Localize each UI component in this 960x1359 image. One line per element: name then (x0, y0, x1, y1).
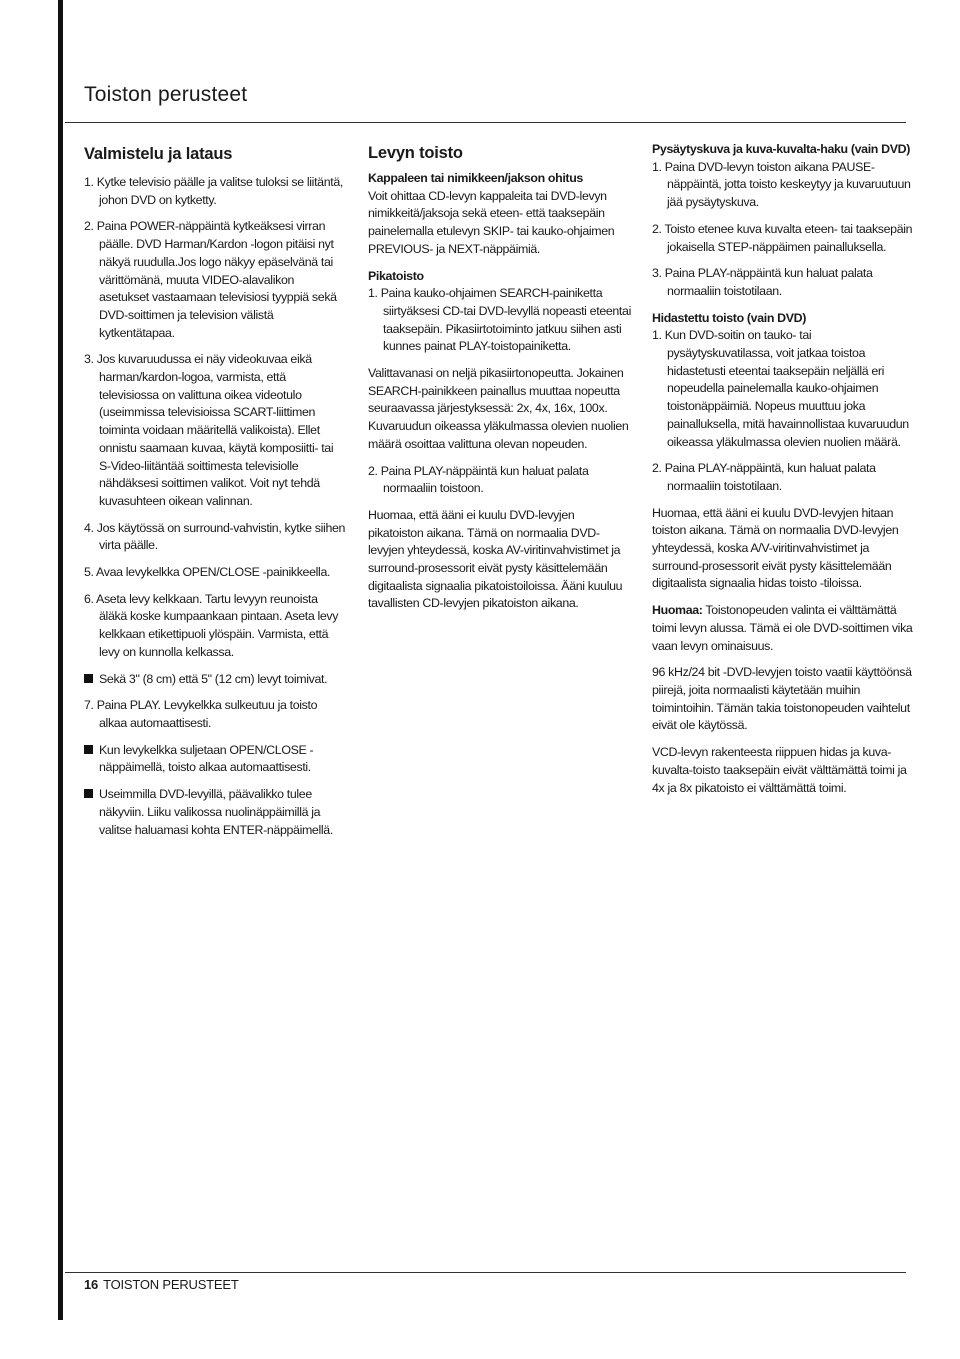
note-paragraph (652, 602, 914, 655)
step-1: 1. Kytke televisio päälle ja valitse tuloksi se liitäntä, johon DVD on kytketty. (84, 175, 343, 207)
column-preparation (84, 140, 346, 848)
step-5: 5. Avaa levykelkka OPEN/CLOSE -painikkeella. (84, 565, 331, 580)
paragraph: 96 kHz/24 bit -DVD-levyjen toisto vaatii käyttöönsä piirejä, joita normaalisti käytetään muihin toimintoihin. Tämän takia toistonopeuden vaihtelut eivät ole käytössä. (652, 665, 912, 733)
note-text: Kun levykelkka suljetaan OPEN/CLOSE -näppäimellä, toisto alkaa automaattisesti. (99, 742, 314, 775)
step-3: 3. Jos kuvaruudussa ei näy videokuvaa eikä harman/kardon-logoa, varmista, että televisiossa on valittuna oikea videotulo (useimmissa televisioissa SCART-liittimen toiminta voidaan määritellä valikoista). Ellet onnistu saamaan kuvaa, käytä komposiitti- tai S-Video-liitäntää soittimesta televisiolle nähdäksesi soittimen valikot. Voit nyt tehdä kuvasuhteen oikean valinnan. (84, 352, 334, 508)
step-2: 2. Toisto etenee kuva kuvalta eteen- tai taaksepäin jokaisella STEP-näppäimen painalluksella. (652, 221, 913, 254)
step-1: 1. Paina DVD-levyn toiston aikana PAUSE-näppäintä, jotta toisto keskeytyy ja kuvaruutuun jää pysäytyskuva. (652, 159, 911, 210)
page-number: 16 (84, 1277, 99, 1292)
step-7: 7. Paina PLAY. Levykelkka sulkeutuu ja toisto alkaa automaattisesti. (84, 698, 318, 730)
subheading-skip: Kappaleen tai nimikkeen/jakson ohitus (368, 171, 583, 185)
column-still-slow (652, 140, 914, 806)
paragraph: VCD-levyn rakenteesta riippuen hidas ja kuva- kuvalta-toisto taaksepäin eivät välttämättä toimi ja 4x ja 8x pikatoisto ei välttämättä toimi. (652, 745, 907, 795)
subheading-search: Pikatoisto (368, 268, 424, 283)
step-4: 4. Jos käytössä on surround-vahvistin, kytke siihen virta päälle. (84, 520, 346, 553)
note-text: Toistonopeuden valinta ei välttämättä toimi levyn alussa. Tämä ei ole DVD-soittimen vika vaan levyn ominaisuus. (652, 603, 913, 653)
header-rule (65, 122, 906, 123)
column-disc-playback (368, 140, 632, 622)
page-title: Toiston perusteet (84, 83, 248, 106)
paragraph: Huomaa, että ääni ei kuulu DVD-levyjen pikatoiston aikana. Tämä on normaalia DVD-levyjen yhteydessä, koska AV-viritinvahvistimet ja surround-prosessorit eivät pysty käsittelemään digitaalista signaalia pikatoistoiloissa. Ääni kuuluu tavallisten CD-levyjen pikatoiston aikana. (368, 507, 623, 611)
paragraph: Valittavanasi on neljä pikasiirtonopeutta. Jokainen SEARCH-painikkeen painallus muuttaa nopeutta seuraavassa järjestyksessä: 2x, 4x, 16x, 100x. Kuvaruudun oikeassa yläkulmassa olevien nuolien määrä osoittaa valittuna olevan nopeuden. (368, 366, 629, 451)
note-main-menu (84, 786, 346, 839)
note-disc-size (84, 671, 346, 689)
footer-rule (65, 1272, 906, 1273)
step-3: 3. Paina PLAY-näppäintä kun haluat palata normaaliin toistotilaan. (652, 266, 873, 298)
step-2: 2. Paina PLAY-näppäintä kun haluat palata normaaliin toistoon. (368, 463, 589, 496)
note-label: Huomaa: (652, 603, 703, 618)
subheading-still-frame: Pysäytyskuva ja kuva-kuvalta-haku (vain DVD) (652, 142, 911, 156)
paragraph: Voit ohittaa CD-levyn kappaleita tai DVD-levyn nimikkeitä/jaksoja sekä eteen- että taaksepäin painelemalla etulevyn SKIP- tai kauko-ohjaimen PREVIOUS- ja NEXT-näppäimiä. (368, 188, 615, 256)
square-bullet-icon (84, 674, 93, 683)
note-text: Sekä 3" (8 cm) että 5" (12 cm) levyt toimivat. (99, 671, 328, 686)
page-footer (84, 1277, 239, 1292)
step-1: 1. Paina kauko-ohjaimen SEARCH-painiketta siirtyäksesi CD-tai DVD-levyllä nopeasti eteentai taaksepäin. Pikasiirtotoiminto jatkuu siihen asti kunnes painat PLAY-toistopainiketta. (368, 286, 631, 354)
paragraph: Huomaa, että ääni ei kuulu DVD-levyjen hitaan toiston aikana. Tämä on normaalia DVD-levyjen yhteydessä, koska A/V-viritinvahvistimet ja surround-prosessorit eivät pysty käsittelemään digitaalista signaalia hidas toisto -tiloissa. (652, 505, 899, 591)
subheading-slow-motion: Hidastettu toisto (vain DVD) (652, 310, 807, 325)
section-heading: Valmistelu ja lataus (84, 145, 233, 163)
step-1: 1. Kun DVD-soitin on tauko- tai pysäytyskuvatilassa, voit jatkaa toistoa hidastetusti eteentai taaksepäin neljällä eri nopeudella painelemalla kauko-ohjaimen toistonäppäimiä. Nopeus muuttuu joka painalluksella, mitä havainnollistaa kuvaruudun oikeassa yläkulmassa olevien nuolien määrä. (652, 328, 909, 449)
step-2: 2. Paina PLAY-näppäintä, kun haluat palata normaaliin toistotilaan. (652, 461, 876, 493)
square-bullet-icon (84, 789, 93, 798)
margin-bar (58, 0, 63, 1320)
section-heading: Levyn toisto (368, 144, 463, 162)
footer-section: TOISTON PERUSTEET (103, 1277, 239, 1292)
step-6: 6. Aseta levy kelkkaan. Tartu levyyn reunoista äläkä koske kumpaankaan pintaan. Aseta levy kelkkaan etikettipuoli ylöspäin. Varmista, että levy on kunnolla kelkassa. (84, 591, 339, 659)
step-2: 2. Paina POWER-näppäintä kytkeäksesi virran päälle. DVD Harman/Kardon -logon pitäisi nyt näkyä ruudulla.Jos logo näkyy epäselvänä tai värittömänä, muuta VIDEO-alavalikon asetukset vastaamaan televisiosi tyyppiä sekä DVD-soittimen ja television välistä kytkentätapaa. (84, 219, 337, 340)
square-bullet-icon (84, 745, 93, 754)
note-text: Useimmilla DVD-levyillä, päävalikko tulee näkyviin. Liiku valikossa nuolinäppäimillä ja valitse haluamasi kohta ENTER-näppäimellä. (99, 787, 333, 837)
note-autoplay (84, 742, 346, 777)
